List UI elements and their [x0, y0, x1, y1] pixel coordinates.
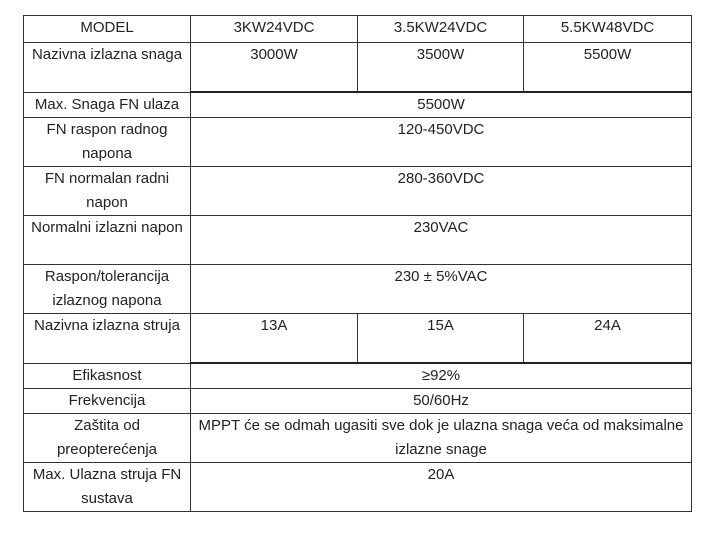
header-model-1: 3KW24VDC — [191, 16, 358, 43]
row-value: 20A — [191, 463, 692, 512]
table-row — [24, 167, 692, 216]
table-row — [24, 314, 692, 364]
row-label: Max. Ulazna struja FN sustava — [24, 463, 191, 512]
row-label: Normalni izlazni napon — [24, 216, 191, 265]
row-value: 5500W — [191, 92, 692, 118]
header-model-3: 5.5KW48VDC — [524, 16, 692, 43]
row-label: Max. Snaga FN ulaza — [24, 92, 191, 118]
row-value: 120-450VDC — [191, 118, 692, 167]
table-row — [24, 389, 692, 414]
table-row — [24, 363, 692, 389]
table-row — [24, 265, 692, 314]
table-row — [24, 216, 692, 265]
row-label: Efikasnost — [24, 363, 191, 389]
row-value: 15A — [358, 314, 524, 364]
row-value: 230VAC — [191, 216, 692, 265]
table-row — [24, 118, 692, 167]
table-row — [24, 92, 692, 118]
row-value: 24A — [524, 314, 692, 364]
row-label: Zaštita od preopterećenja — [24, 414, 191, 463]
row-label: FN normalan radni napon — [24, 167, 191, 216]
header-model-2: 3.5KW24VDC — [358, 16, 524, 43]
row-value: MPPT će se odmah ugasiti sve dok je ulazna snaga veća od maksimalne izlazne snage — [191, 414, 692, 463]
row-value: 50/60Hz — [191, 389, 692, 414]
table-row — [24, 463, 692, 512]
row-value: 280-360VDC — [191, 167, 692, 216]
row-value: 230 ± 5%VAC — [191, 265, 692, 314]
table-row — [24, 414, 692, 463]
row-label: Nazivna izlazna snaga — [24, 43, 191, 93]
row-value: 5500W — [524, 43, 692, 93]
header-model-label: MODEL — [24, 16, 191, 43]
row-label: FN raspon radnog napona — [24, 118, 191, 167]
table-row — [24, 43, 692, 93]
row-value: ≥92% — [191, 363, 692, 389]
row-label: Raspon/tolerancija izlaznog napona — [24, 265, 191, 314]
row-value: 3500W — [358, 43, 524, 93]
row-label: Nazivna izlazna struja — [24, 314, 191, 364]
row-value: 13A — [191, 314, 358, 364]
row-label: Frekvencija — [24, 389, 191, 414]
table-header-row — [24, 16, 692, 43]
spec-table — [23, 15, 692, 512]
row-value: 3000W — [191, 43, 358, 93]
